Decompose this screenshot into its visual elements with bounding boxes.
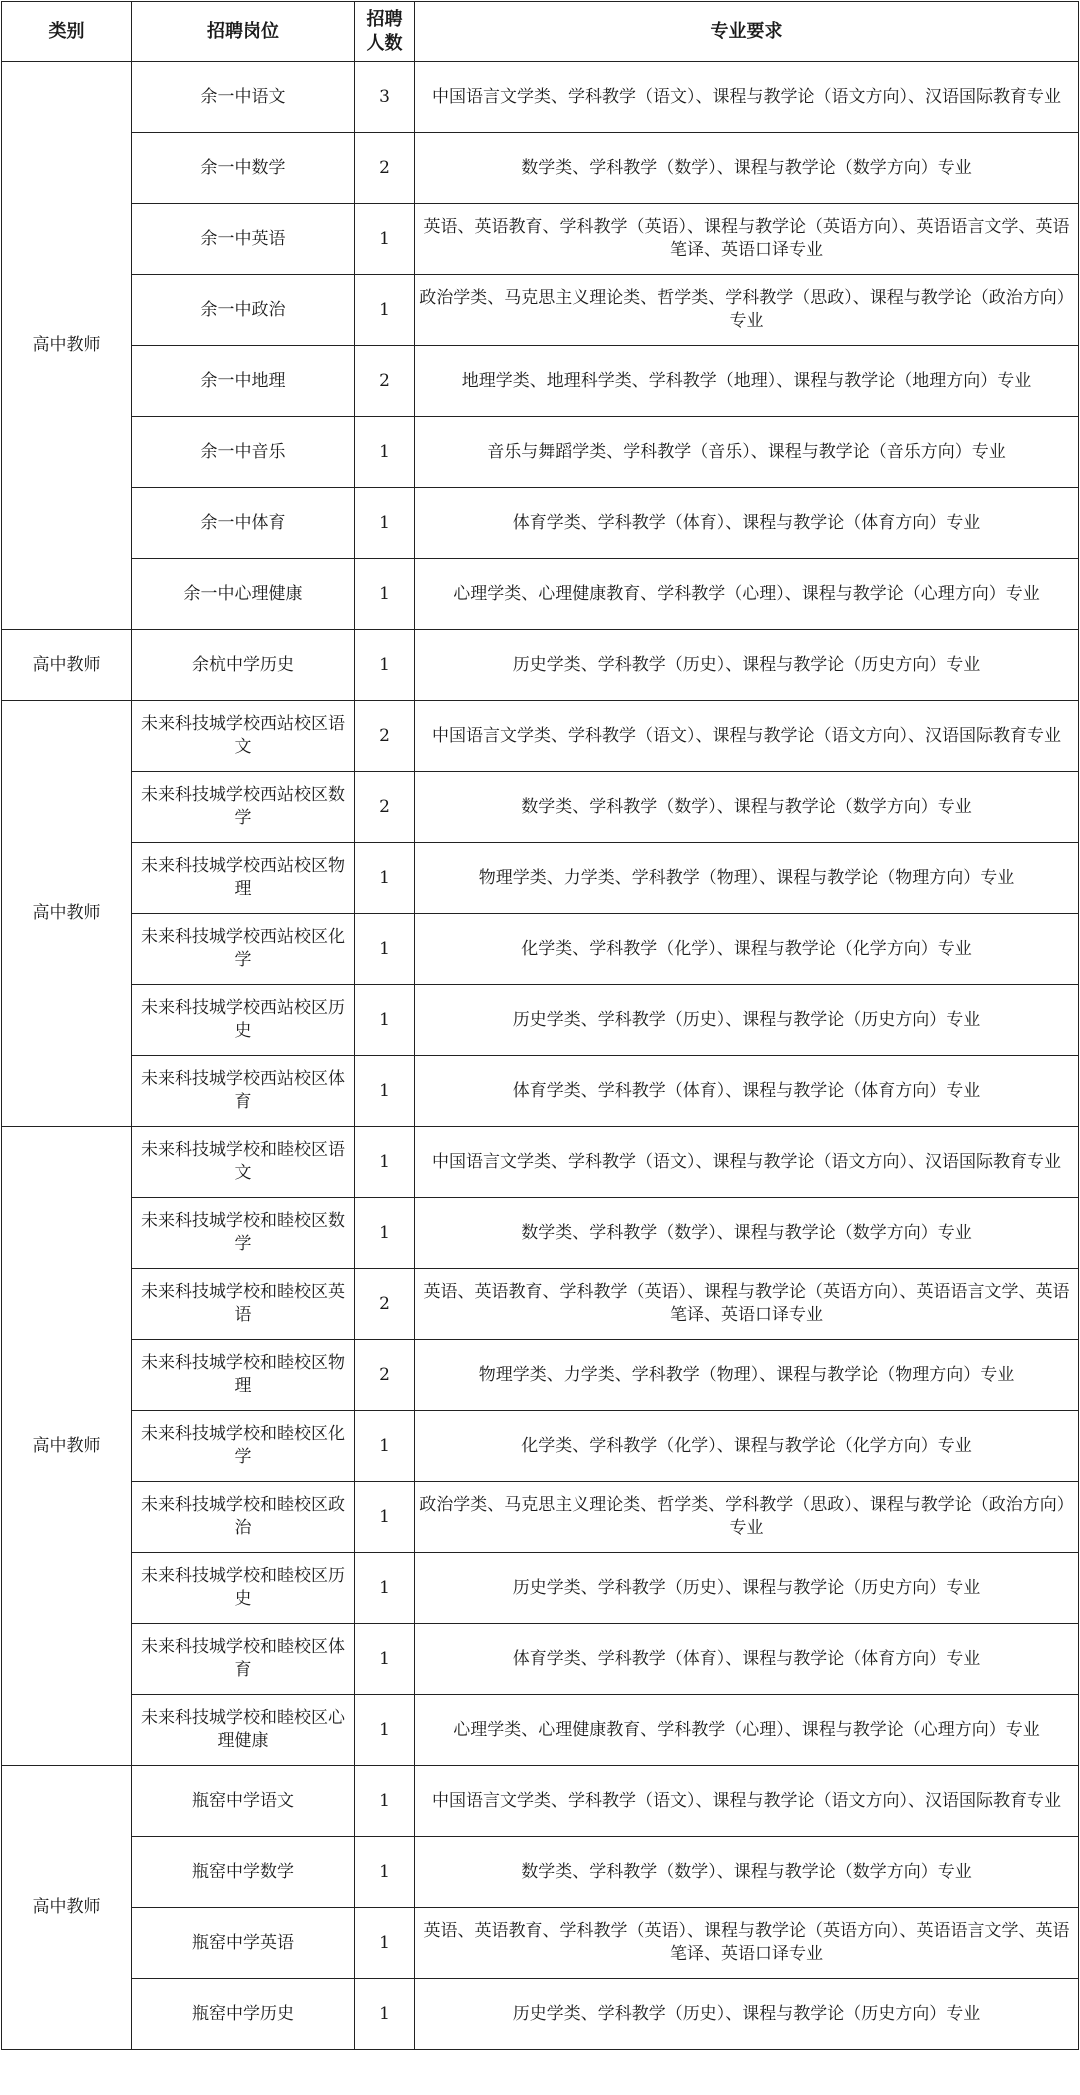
table-row <box>2 1411 1079 1482</box>
position-cell: 未来科技城学校和睦校区语文 <box>132 1127 355 1198</box>
requirement-cell: 心理学类、心理健康教育、学科教学（心理）、课程与教学论（心理方向）专业 <box>415 559 1079 630</box>
header-requirement: 专业要求 <box>415 2 1079 62</box>
table-row <box>2 346 1079 417</box>
category-cell: 高中教师 <box>2 701 132 1127</box>
table-row <box>2 1127 1079 1198</box>
requirement-cell: 心理学类、心理健康教育、学科教学（心理）、课程与教学论（心理方向）专业 <box>415 1695 1079 1766</box>
requirement-cell: 中国语言文学类、学科教学（语文）、课程与教学论（语文方向）、汉语国际教育专业 <box>415 701 1079 772</box>
table-row <box>2 559 1079 630</box>
position-cell: 未来科技城学校西站校区化学 <box>132 914 355 985</box>
table-row <box>2 62 1079 133</box>
table-row <box>2 204 1079 275</box>
table-row <box>2 1198 1079 1269</box>
position-cell: 未来科技城学校和睦校区心理健康 <box>132 1695 355 1766</box>
table-row <box>2 1695 1079 1766</box>
position-cell: 余一中语文 <box>132 62 355 133</box>
requirement-cell: 政治学类、马克思主义理论类、哲学类、学科教学（思政）、课程与教学论（政治方向）专业 <box>415 1482 1079 1553</box>
count-cell: 1 <box>355 1482 415 1553</box>
recruitment-table <box>1 1 1079 2050</box>
requirement-cell: 体育学类、学科教学（体育）、课程与教学论（体育方向）专业 <box>415 1624 1079 1695</box>
requirement-cell: 历史学类、学科教学（历史）、课程与教学论（历史方向）专业 <box>415 1979 1079 2050</box>
count-cell: 1 <box>355 843 415 914</box>
position-cell: 未来科技城学校西站校区数学 <box>132 772 355 843</box>
position-cell: 未来科技城学校和睦校区政治 <box>132 1482 355 1553</box>
requirement-cell: 中国语言文学类、学科教学（语文）、课程与教学论（语文方向）、汉语国际教育专业 <box>415 1127 1079 1198</box>
requirement-cell: 中国语言文学类、学科教学（语文）、课程与教学论（语文方向）、汉语国际教育专业 <box>415 1766 1079 1837</box>
table-row <box>2 1624 1079 1695</box>
requirement-cell: 体育学类、学科教学（体育）、课程与教学论（体育方向）专业 <box>415 1056 1079 1127</box>
count-cell: 1 <box>355 1624 415 1695</box>
category-cell: 高中教师 <box>2 1127 132 1766</box>
position-cell: 未来科技城学校和睦校区历史 <box>132 1553 355 1624</box>
requirement-cell: 体育学类、学科教学（体育）、课程与教学论（体育方向）专业 <box>415 488 1079 559</box>
table-row <box>2 1837 1079 1908</box>
position-cell: 余一中政治 <box>132 275 355 346</box>
count-cell: 1 <box>355 1127 415 1198</box>
count-cell: 1 <box>355 1198 415 1269</box>
count-cell: 2 <box>355 772 415 843</box>
header-row <box>2 2 1079 62</box>
header-count: 招聘人数 <box>355 2 415 62</box>
requirement-cell: 物理学类、力学类、学科教学（物理）、课程与教学论（物理方向）专业 <box>415 1340 1079 1411</box>
requirement-cell: 音乐与舞蹈学类、学科教学（音乐）、课程与教学论（音乐方向）专业 <box>415 417 1079 488</box>
position-cell: 瓶窑中学英语 <box>132 1908 355 1979</box>
requirement-cell: 化学类、学科教学（化学）、课程与教学论（化学方向）专业 <box>415 914 1079 985</box>
position-cell: 未来科技城学校和睦校区英语 <box>132 1269 355 1340</box>
requirement-cell: 政治学类、马克思主义理论类、哲学类、学科教学（思政）、课程与教学论（政治方向）专业 <box>415 275 1079 346</box>
position-cell: 余一中心理健康 <box>132 559 355 630</box>
position-cell: 余一中英语 <box>132 204 355 275</box>
count-cell: 1 <box>355 1056 415 1127</box>
count-cell: 1 <box>355 275 415 346</box>
requirement-cell: 数学类、学科教学（数学）、课程与教学论（数学方向）专业 <box>415 1198 1079 1269</box>
requirement-cell: 物理学类、力学类、学科教学（物理）、课程与教学论（物理方向）专业 <box>415 843 1079 914</box>
position-cell: 余一中数学 <box>132 133 355 204</box>
count-cell: 1 <box>355 1908 415 1979</box>
count-cell: 2 <box>355 701 415 772</box>
count-cell: 1 <box>355 630 415 701</box>
position-cell: 未来科技城学校西站校区物理 <box>132 843 355 914</box>
table-row <box>2 1553 1079 1624</box>
requirement-cell: 数学类、学科教学（数学）、课程与教学论（数学方向）专业 <box>415 1837 1079 1908</box>
count-cell: 2 <box>355 1269 415 1340</box>
table-row <box>2 1340 1079 1411</box>
count-cell: 2 <box>355 1340 415 1411</box>
position-cell: 余一中体育 <box>132 488 355 559</box>
requirement-cell: 英语、英语教育、学科教学（英语）、课程与教学论（英语方向）、英语语言文学、英语笔译、英语口译专业 <box>415 1908 1079 1979</box>
count-cell: 2 <box>355 346 415 417</box>
position-cell: 瓶窑中学历史 <box>132 1979 355 2050</box>
table-row <box>2 133 1079 204</box>
header-category: 类别 <box>2 2 132 62</box>
position-cell: 余一中地理 <box>132 346 355 417</box>
table-row <box>2 843 1079 914</box>
header-position: 招聘岗位 <box>132 2 355 62</box>
requirement-cell: 英语、英语教育、学科教学（英语）、课程与教学论（英语方向）、英语语言文学、英语笔译、英语口译专业 <box>415 1269 1079 1340</box>
requirement-cell: 数学类、学科教学（数学）、课程与教学论（数学方向）专业 <box>415 772 1079 843</box>
requirement-cell: 数学类、学科教学（数学）、课程与教学论（数学方向）专业 <box>415 133 1079 204</box>
count-cell: 1 <box>355 417 415 488</box>
position-cell: 余一中音乐 <box>132 417 355 488</box>
requirement-cell: 中国语言文学类、学科教学（语文）、课程与教学论（语文方向）、汉语国际教育专业 <box>415 62 1079 133</box>
table-row <box>2 1269 1079 1340</box>
table-body <box>2 62 1079 2050</box>
table-row <box>2 985 1079 1056</box>
table-row <box>2 701 1079 772</box>
table-row <box>2 1482 1079 1553</box>
requirement-cell: 历史学类、学科教学（历史）、课程与教学论（历史方向）专业 <box>415 985 1079 1056</box>
requirement-cell: 地理学类、地理科学类、学科教学（地理）、课程与教学论（地理方向）专业 <box>415 346 1079 417</box>
category-cell: 高中教师 <box>2 1766 132 2050</box>
table-row <box>2 630 1079 701</box>
count-cell: 1 <box>355 204 415 275</box>
count-cell: 1 <box>355 1411 415 1482</box>
category-cell: 高中教师 <box>2 630 132 701</box>
count-cell: 1 <box>355 559 415 630</box>
count-cell: 1 <box>355 1695 415 1766</box>
position-cell: 瓶窑中学数学 <box>132 1837 355 1908</box>
count-cell: 3 <box>355 62 415 133</box>
position-cell: 未来科技城学校西站校区历史 <box>132 985 355 1056</box>
position-cell: 未来科技城学校和睦校区物理 <box>132 1340 355 1411</box>
table-row <box>2 1766 1079 1837</box>
count-cell: 1 <box>355 1766 415 1837</box>
position-cell: 未来科技城学校和睦校区体育 <box>132 1624 355 1695</box>
count-cell: 1 <box>355 1979 415 2050</box>
requirement-cell: 历史学类、学科教学（历史）、课程与教学论（历史方向）专业 <box>415 630 1079 701</box>
count-cell: 1 <box>355 985 415 1056</box>
table-row <box>2 1908 1079 1979</box>
count-cell: 1 <box>355 1837 415 1908</box>
table-row <box>2 275 1079 346</box>
requirement-cell: 历史学类、学科教学（历史）、课程与教学论（历史方向）专业 <box>415 1553 1079 1624</box>
requirement-cell: 化学类、学科教学（化学）、课程与教学论（化学方向）专业 <box>415 1411 1079 1482</box>
position-cell: 余杭中学历史 <box>132 630 355 701</box>
count-cell: 2 <box>355 133 415 204</box>
table-row <box>2 488 1079 559</box>
table-row <box>2 1056 1079 1127</box>
position-cell: 未来科技城学校和睦校区数学 <box>132 1198 355 1269</box>
table-row <box>2 1979 1079 2050</box>
count-cell: 1 <box>355 488 415 559</box>
table-row <box>2 914 1079 985</box>
position-cell: 未来科技城学校西站校区语文 <box>132 701 355 772</box>
count-cell: 1 <box>355 1553 415 1624</box>
position-cell: 未来科技城学校和睦校区化学 <box>132 1411 355 1482</box>
requirement-cell: 英语、英语教育、学科教学（英语）、课程与教学论（英语方向）、英语语言文学、英语笔译、英语口译专业 <box>415 204 1079 275</box>
position-cell: 瓶窑中学语文 <box>132 1766 355 1837</box>
table-row <box>2 772 1079 843</box>
category-cell: 高中教师 <box>2 62 132 630</box>
position-cell: 未来科技城学校西站校区体育 <box>132 1056 355 1127</box>
table-row <box>2 417 1079 488</box>
count-cell: 1 <box>355 914 415 985</box>
